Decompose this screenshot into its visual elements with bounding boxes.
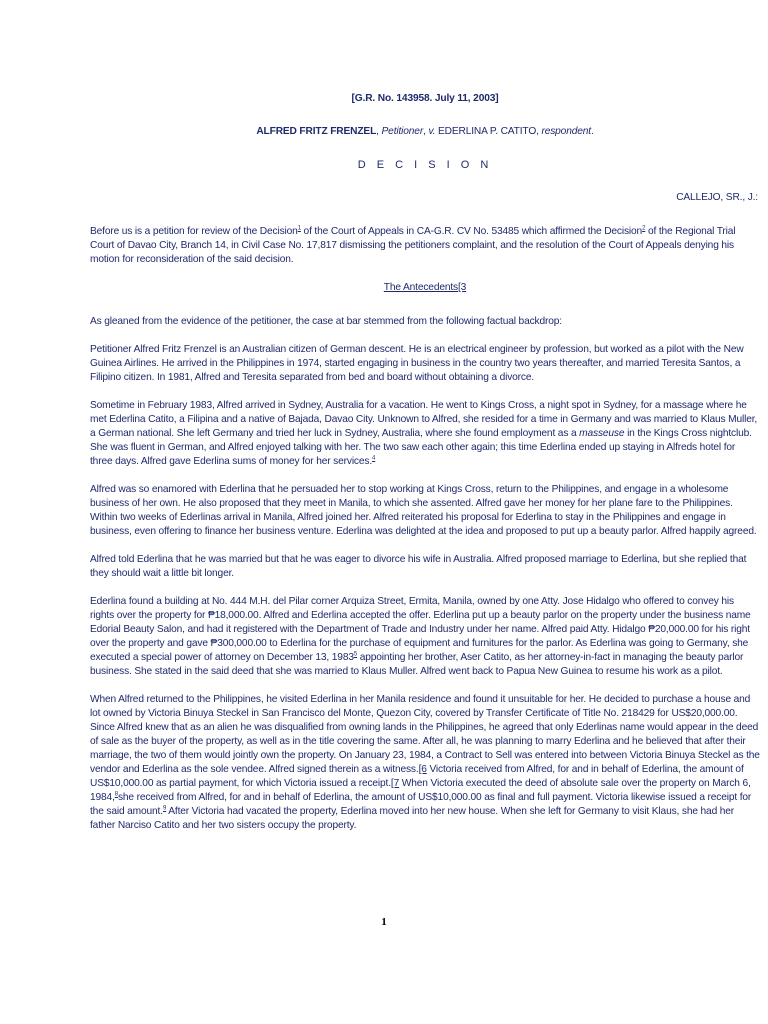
paragraph: When Alfred returned to the Philippines, he visited Ederlina in her Manila residence and found it unsuitable for her. He decided to purchase a house and lot owned by Victoria Binuya Steckel in San Francisco del Monte, Quezon City, covered by Transfer Certificate of Title No. 218429 for US$20,000.00. Since Alfred knew that as an alien he was disqualified from owning lands in the Philippines, he agreed that only Ederlinas name would appear in the deed of sale as the buyer of the property, as well as in the title covering the same. After all, he was planning to marry Ederlina and he believed that after their marriage, the two of them would jointly own the property. On January 23, 1984, a Contract to Sell was entered into between Victoria Binuya Steckel as the vendor and Ederlina as the sole vendee. Alfred signed therein as a witness.[6 Victoria received from Alfred, for and in behalf of Ederlina, the amount of US$10,000.00 as partial payment, for which Victoria issued a receipt.[7 When Victoria executed the deed of absolute sale over the property on March 6, 1984,$^8$she received from Alfred, for and in behalf of Ederlina, the amount of US$10,000.00 as final and full payment. Victoria likewise issued a receipt for the said amount.$^9$ After Victoria had vacated the property, Ederlina moved into her new house. When she left for Germany to visit Klaus, she had her father Narciso Catito and her two sisters occupy the property. xyxy=(90,694,760,831)
paragraph: As gleaned from the evidence of the petitioner, the case at bar stemmed from the following factual backdrop: xyxy=(90,316,562,327)
petitioner-name: ALFRED FRITZ FRENZEL xyxy=(256,126,377,137)
footnote-link[interactable]: 5 xyxy=(353,651,358,658)
respondent-name: EDERLINA P. CATITO xyxy=(438,126,537,137)
decision-title: D E C I S I O N xyxy=(357,159,493,171)
case-parties: ALFRED FRITZ FRENZEL, Petitioner, v. EDERLINA P. CATITO, respondent. xyxy=(256,126,594,137)
footnote-link[interactable]: 1 xyxy=(297,225,301,232)
paragraph: Alfred told Ederlina that he was married but that he was eager to divorce his wife in Australia. Alfred proposed marriage to Ederlina, but she replied that they should wait a little bit longer. xyxy=(90,554,747,579)
footnote-link[interactable]: 4 xyxy=(372,455,376,462)
paragraph: Ederlina found a building at No. 444 M.H. del Pilar corner Arquiza Street, Ermita, Manila, owned by one Atty. Jose Hidalgo who offered to convey his rights over the property for ₱18,000.00. Alfred and Ederlina accepted the offer. Ederlina put up a beauty parlor on the property under the business name Edorial Beauty Salon, and had it registered with the Department of Trade and Industry under her name. Alfred paid Atty. Hidalgo ₱20,000.00 for his right over the property and gave ₱300,000.00 to Ederlina for the purchase of equipment and furnitures for the parlor. As Ederlina was going to Germany, she executed a special power of attorney on December 13, 1983$^5$ appointing her brother, Aser Catito, as her attorney-in-fact in managing the beauty parlor business. She stated in the said deed that she was married to Klaus Muller. Alfred went back to Papua New Guinea to resume his work as a pilot. xyxy=(90,596,751,677)
respondent-role: respondent xyxy=(541,126,591,137)
section-heading: The Antecedents[3 xyxy=(383,282,467,293)
ponente: CALLEJO, SR., J.: xyxy=(676,192,758,203)
paragraph: Sometime in February 1983, Alfred arrived in Sydney, Australia for a vacation. He went to Kings Cross, a night spot in Sydney, for a massage where he met Ederlina Catito, a Filipina and a native of Bajada, Davao City. Unknown to Alfred, she resided for a time in Germany and was married to Klaus Muller, a German national. She left Germany and tried her luck in Sydney, Australia, where she found employment as a masseuse in the Kings Cross nightclub. She was fluent in German, and Alfred enjoyed talking with her. The two saw each other again; this time Ederlina ended up staying in Alfreds hotel for three days. Alfred gave Ederlina sums of money for her services.$^4$ xyxy=(90,400,758,467)
case-number: [G.R. No. 143958. July 11, 2003] xyxy=(351,93,499,104)
paragraph: Petitioner Alfred Fritz Frenzel is an Australian citizen of German descent. He is an electrical engineer by profession, but worked as a pilot with the New Guinea Airlines. He arrived in the Philippines in 1974, started engaging in business in the country two years thereafter, and married Teresita Santos, a Filipino citizen. In 1981, Alfred and Teresita separated from bed and board without obtaining a divorce. xyxy=(90,344,744,383)
footnote-link[interactable]: 9 xyxy=(162,805,167,812)
document-body xyxy=(90,92,760,847)
footnote-link[interactable]: [3 xyxy=(458,282,467,293)
footnote-link[interactable]: [7 xyxy=(390,778,400,789)
footnote-link[interactable]: 8 xyxy=(114,791,118,798)
page-number: 1 xyxy=(381,916,387,928)
paragraph: Alfred was so enamored with Ederlina that he persuaded her to stop working at Kings Cross, return to the Philippines, and engage in a wholesome business of her own. He also proposed that they meet in Manila, to which she assented. Alfred gave her money for her plane fare to the Philippines. Within two weeks of Ederlinas arrival in Manila, Alfred joined her. Alfred reiterated his proposal for Ederlina to stay in the Philippines and engage in business, even offering to finance her business venture. Ederlina was delighted at the idea and proposed to put up a beauty parlor. Alfred happily agreed. xyxy=(90,484,757,537)
footnote-link[interactable]: [6 xyxy=(418,764,427,775)
footnote-link[interactable]: 2 xyxy=(642,225,646,232)
petitioner-role: Petitioner xyxy=(381,126,424,137)
intro-paragraph: Before us is a petition for review of the Decision$^1$ of the Court of Appeals in CA-G.R. CV No. 53485 which affirmed the Decision$^2$ of the Regional Trial Court of Davao City, Branch 14, in Civil Case No. 17,817 dismissing the petitioners complaint, and the resolution of the Court of Appeals denying his motion for reconsideration of the said decision. xyxy=(90,225,736,265)
versus: v. xyxy=(428,126,436,137)
